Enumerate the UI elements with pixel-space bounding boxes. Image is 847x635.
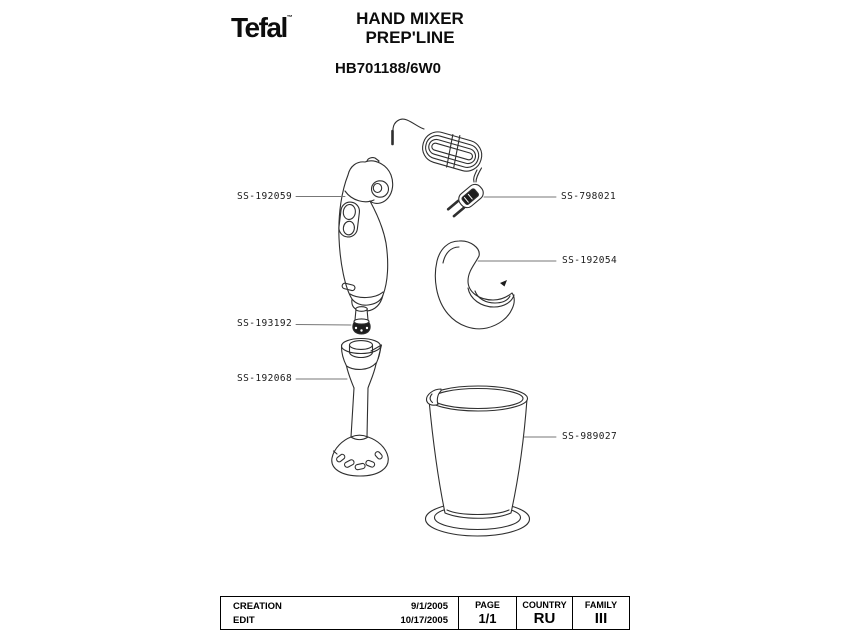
creation-date: 9/1/2005 [411, 600, 448, 612]
family-value: III [594, 610, 608, 628]
edit-date: 10/17/2005 [400, 614, 448, 626]
brand-text: Tefal [231, 12, 287, 43]
blender-foot-drawing [332, 339, 388, 477]
motor-unit-drawing [338, 158, 393, 312]
page-value: 1/1 [478, 611, 497, 627]
edit-row [233, 615, 448, 626]
revision-table [220, 596, 630, 630]
bracket-body [435, 241, 514, 329]
country-label: COUNTRY [522, 599, 567, 610]
model-number: HB701188/6W0 [335, 60, 441, 77]
revision-cell [221, 597, 459, 629]
part-label-ss-192059: SS-192059 [237, 191, 293, 202]
part-label-ss-192054: SS-192054 [562, 255, 618, 266]
power-plug [446, 182, 486, 219]
beaker-drawing [426, 386, 530, 536]
cord-hook [393, 119, 424, 143]
trademark-mark: ™ [286, 15, 293, 21]
part-label-ss-193192: SS-193192 [237, 318, 293, 329]
creation-row [233, 601, 448, 612]
country-cell [517, 597, 573, 629]
plug-prong [448, 201, 458, 209]
wall-bracket-drawing [435, 241, 514, 329]
edit-label: EDIT [233, 614, 255, 626]
coupling-drawing [353, 307, 370, 334]
plug-prong [454, 208, 464, 216]
power-cord-drawing [393, 119, 487, 219]
part-label-ss-192068: SS-192068 [237, 373, 293, 384]
title-line-2: PREP'LINE [365, 28, 455, 47]
creation-label: CREATION [233, 600, 282, 612]
shaft-tube [351, 388, 354, 437]
page-cell [459, 597, 517, 629]
family-label: FAMILY [584, 599, 618, 610]
part-label-ss-989027: SS-989027 [562, 431, 618, 442]
country-value: RU [533, 610, 556, 628]
cord-coil [419, 126, 486, 175]
page-label: PAGE [475, 599, 500, 610]
shaft-tube [367, 388, 368, 437]
part-label-ss-798021: SS-798021 [561, 191, 617, 202]
beaker-body [429, 399, 527, 518]
family-cell [573, 597, 629, 629]
title-line-1: HAND MIXER [356, 9, 464, 28]
leader-line [296, 325, 351, 326]
